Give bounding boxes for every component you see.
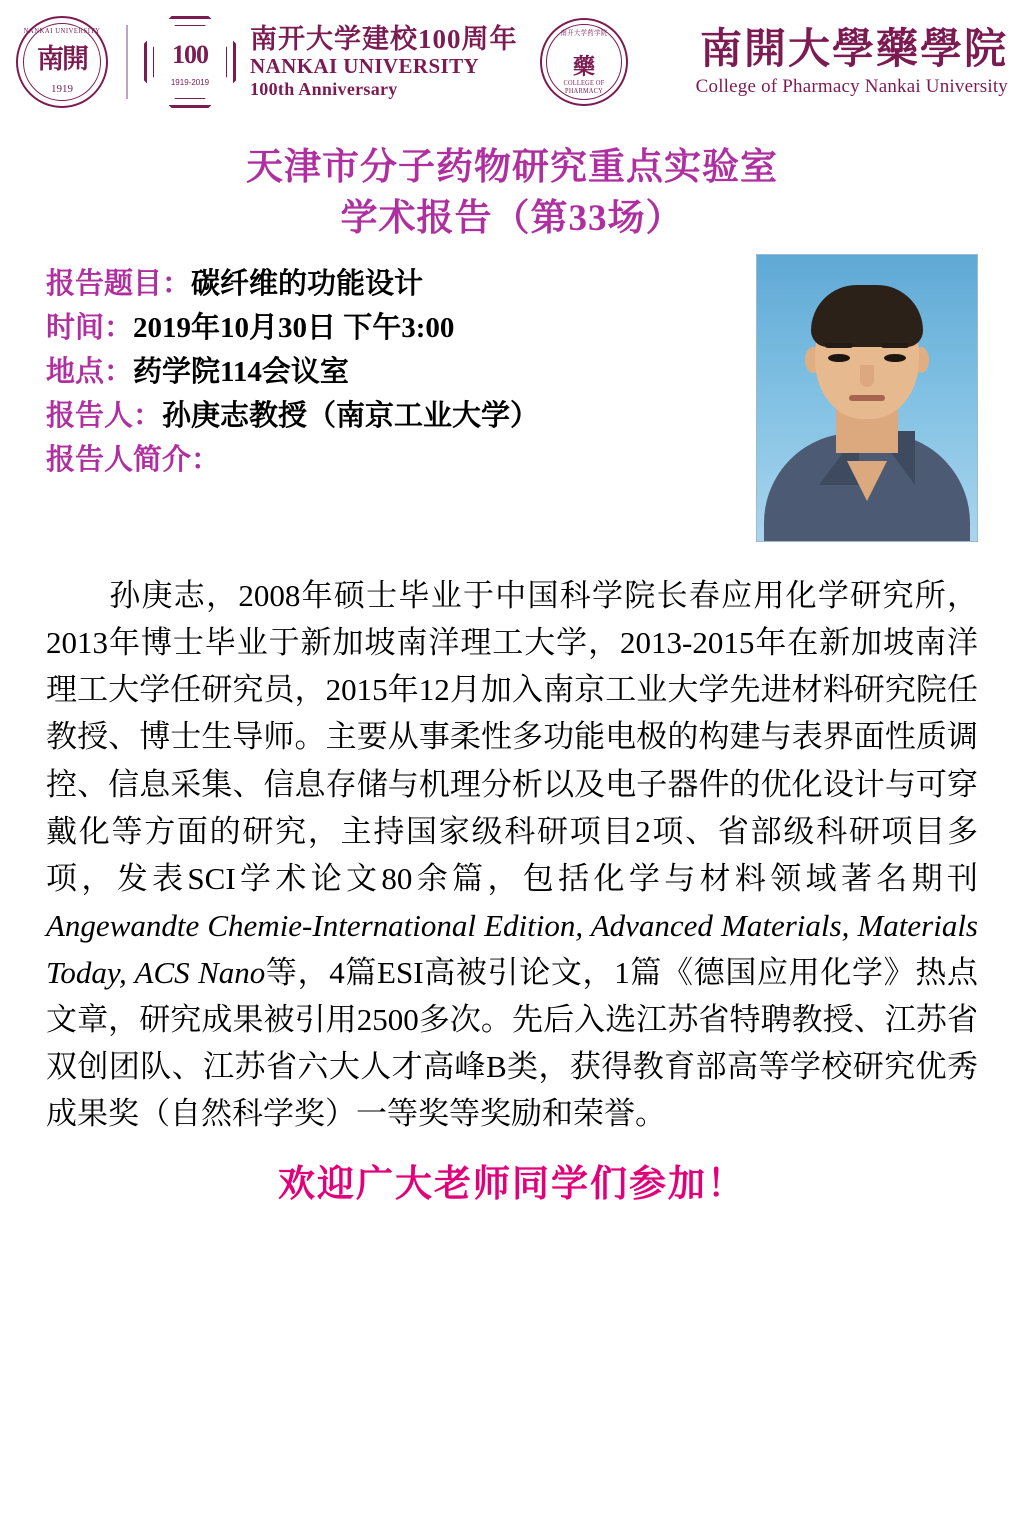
portrait-mouth [849, 395, 885, 401]
nankai-university-seal-icon [16, 16, 108, 108]
header-banner [0, 0, 1024, 118]
pharmacy-college-emblem-icon [540, 18, 628, 106]
speaker-label: 报告人： [46, 400, 163, 433]
bio-journal-names: Angewandte Chemie-International Edition, Advanced Materials, Materials Today, ACS Nano [46, 907, 978, 990]
place-value: 药学院114会议室 [133, 356, 349, 389]
speaker-portrait [756, 254, 978, 542]
anniversary-years: 1919-2019 [170, 78, 210, 87]
welcome-footer: 欢迎广大老师同学们参加！ [278, 1164, 746, 1206]
anniversary-octagon-icon [144, 16, 236, 108]
anniversary-line-chinese: 南开大学建校100周年 [250, 24, 518, 55]
anniversary-line-english: NANKAI UNIVERSITY [250, 54, 480, 79]
seal-glyph: 南開 [37, 44, 87, 74]
time-value: 2019年10月30日 下午3:00 [133, 312, 455, 345]
speaker-value: 孙庚志教授（南京工业大学） [162, 400, 540, 433]
speaker-biography [0, 572, 1024, 1137]
header-divider [126, 25, 128, 99]
seal-year: 1919 [51, 83, 73, 95]
bio-part-2: 等，4篇ESI高被引论文，1篇《德国应用化学》热点文章，研究成果被引用2500多次。先后入选江苏省特聘教授、江苏省双创团队、江苏省六大人才高峰B类，获得教育部高等学校研究优秀成果奖（自然科学奖）一等奖等奖励和荣誉。 [46, 954, 978, 1132]
time-label: 时间： [46, 312, 134, 345]
seal-top-text: NANKAI UNIVERSITY [23, 27, 101, 35]
topic-label: 报告题目： [46, 268, 192, 301]
topic-value: 碳纤维的功能设计 [191, 268, 424, 301]
pharmacy-emblem-top-text: 南开大学药学院 [560, 29, 607, 37]
pharmacy-name-chinese: 南開大學藥學院 [699, 26, 1008, 73]
portrait-shirt-v [847, 461, 887, 501]
bio-part-1: 孙庚志，2008年硕士毕业于中国科学院长春应用化学研究所，2013年博士毕业于新加坡南洋理工大学，2013-2015年在新加坡南洋理工大学任研究员，2015年12月加入南京工业大学先进材料研究院任教授、博士生导师。主要从事柔性多功能电极的构建与表界面性质调控、信息采集、信息存储与机理分析以及电子器件的优化设计与可穿戴化等方面的研究，主持国家级科研项目2项、省部级科研项目多项，发表SCI学术论文80余篇，包括化学与材料领域著名期刊 [46, 578, 978, 896]
pharmacy-college-wordmark [638, 26, 1011, 97]
anniversary-text-block [250, 25, 518, 99]
pharmacy-name-english: College of Pharmacy Nankai University [695, 75, 1008, 97]
portrait-hair [811, 285, 923, 347]
pharmacy-emblem-bottom-text: COLLEGE OF PHARMACY [562, 79, 605, 95]
pharmacy-emblem-glyph: 藥 [572, 54, 594, 79]
title-line-2: 学术报告（第33场） [340, 198, 684, 240]
place-label: 地点： [46, 356, 134, 389]
event-info-block [0, 262, 1024, 562]
anniversary-number: 100 [172, 40, 208, 69]
portrait-brow-left [825, 343, 853, 348]
portrait-brow-right [881, 343, 909, 348]
portrait-nose [860, 365, 874, 387]
bio-label: 报告人简介： [46, 444, 221, 477]
title-line-1: 天津市分子药物研究重点实验室 [246, 147, 778, 188]
anniversary-line-subtitle: 100th Anniversary [250, 79, 398, 100]
page-title [0, 142, 1024, 244]
